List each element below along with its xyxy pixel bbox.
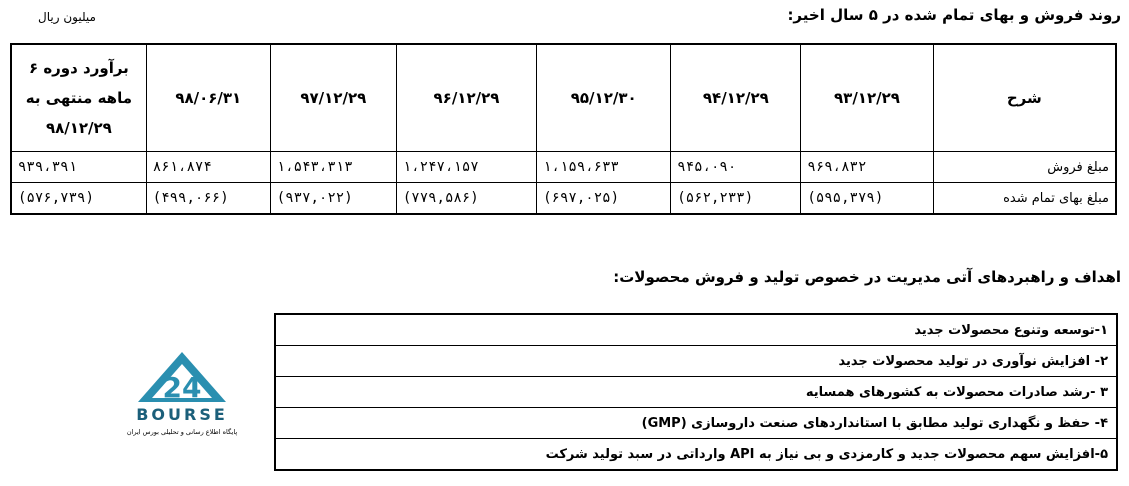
table-header-row — [11, 44, 1116, 152]
goals-table — [274, 313, 1118, 471]
header-year: ۹۷/۱۲/۲۹ — [270, 44, 396, 152]
row-label: مبلغ بهای تمام شده — [933, 183, 1116, 215]
table-cell: ۱،۱۵۹،۶۳۳ — [537, 152, 671, 183]
table-row — [11, 152, 1116, 183]
header-year: ۹۴/۱۲/۲۹ — [671, 44, 801, 152]
sales-table — [10, 43, 1117, 215]
goal-item: ۴- حفظ و نگهداری تولید مطابق با استانداردهای صنعت داروسازی (GMP) — [275, 408, 1117, 439]
header-year: ۹۶/۱۲/۲۹ — [396, 44, 536, 152]
table-row — [11, 183, 1116, 215]
list-item — [275, 408, 1117, 439]
header-year: ۹۵/۱۲/۳۰ — [537, 44, 671, 152]
table-cell: (۵۹۵,۳۷۹) — [801, 183, 933, 215]
table-cell: ۸۶۱،۸۷۴ — [146, 152, 270, 183]
list-item — [275, 377, 1117, 408]
table-cell: (۵۶۲,۲۳۳) — [671, 183, 801, 215]
logo-name: BOURSE — [136, 405, 228, 424]
logo-mark: 24 — [162, 371, 202, 404]
section-title-goals: اهداف و راهبردهای آتی مدیریت در خصوص تولید و فروش محصولات: — [613, 268, 1121, 286]
goal-item: ۱-توسعه وتنوع محصولات جدید — [275, 314, 1117, 346]
table-cell: ۹۶۹،۸۳۲ — [801, 152, 933, 183]
list-item — [275, 439, 1117, 471]
header-estimate: برآورد دوره ۶ ماهه منتهی به ۹۸/۱۲/۲۹ — [11, 44, 146, 152]
table-cell: (۶۹۷,۰۲۵) — [537, 183, 671, 215]
table-cell: (۷۷۹,۵۸۶) — [396, 183, 536, 215]
table-cell: (۹۳۷,۰۲۲) — [270, 183, 396, 215]
goal-item: ۲- افزایش نوآوری در تولید محصولات جدید — [275, 346, 1117, 377]
goal-item: ۳ -رشد صادرات محصولات به کشورهای همسایه — [275, 377, 1117, 408]
goal-item: ۵-افزایش سهم محصولات جدید و کارمزدی و بی نیاز به API وارداتی در سبد تولید شرکت — [275, 439, 1117, 471]
header-period: ۹۸/۰۶/۳۱ — [146, 44, 270, 152]
list-item — [275, 314, 1117, 346]
table-cell: (۴۹۹,۰۶۶) — [146, 183, 270, 215]
section-title-sales-trend: روند فروش و بهای تمام شده در ۵ سال اخیر: — [787, 6, 1121, 24]
table-cell: (۵۷۶,۷۳۹) — [11, 183, 146, 215]
bourse24-logo — [108, 350, 256, 446]
table-cell: ۹۳۹،۳۹۱ — [11, 152, 146, 183]
header-description: شرح — [933, 44, 1116, 152]
logo-tagline: پایگاه اطلاع رسانی و تحلیلی بورس ایران — [126, 428, 238, 436]
header-year: ۹۳/۱۲/۲۹ — [801, 44, 933, 152]
table-cell: ۱،۲۴۷،۱۵۷ — [396, 152, 536, 183]
table-cell: ۱،۵۴۳،۳۱۳ — [270, 152, 396, 183]
unit-label: میلیون ریال — [38, 10, 96, 24]
table-cell: ۹۴۵،۰۹۰ — [671, 152, 801, 183]
row-label: مبلغ فروش — [933, 152, 1116, 183]
list-item — [275, 346, 1117, 377]
